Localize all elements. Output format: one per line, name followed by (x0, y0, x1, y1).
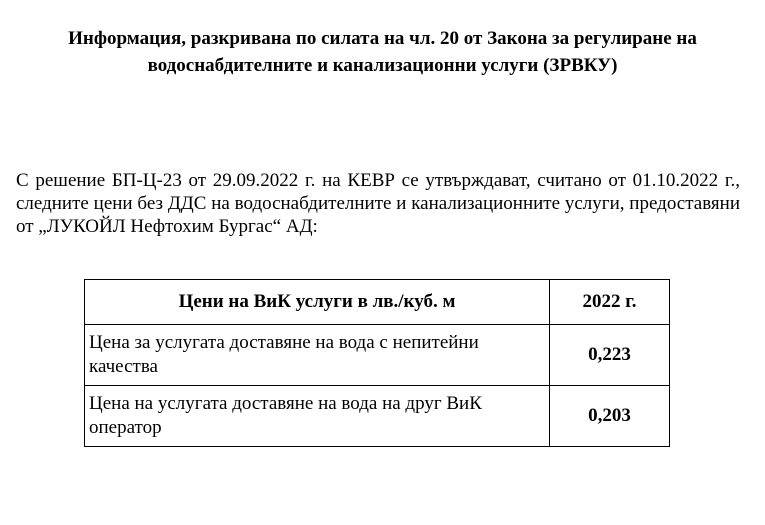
row-price-value: 0,223 (550, 325, 670, 386)
table-header-row (85, 280, 670, 325)
document-title (0, 25, 765, 79)
table-row (85, 325, 670, 386)
table-row (85, 386, 670, 447)
header-service: Цени на ВиК услуги в лв./куб. м (85, 280, 550, 325)
price-table (84, 279, 670, 447)
document-title-line-2: водоснабдителните и канализационни услуги (ЗРВКУ) (147, 55, 618, 76)
intro-paragraph: С решение БП-Ц-23 от 29.09.2022 г. на КЕВР се утвърждават, считано от 01.10.2022 г., следните цени без ДДС на водоснабдителните и канализационните услуги, предоставяни от „ЛУКОЙЛ Нефтохим Бургас“ АД: (16, 170, 740, 237)
document-title-line-1: Информация, разкривана по силата на чл. 20 от Закона за регулиране на (68, 28, 697, 49)
row-service-name: Цена за услугата доставяне на вода с непитейни качества (85, 325, 550, 386)
header-year: 2022 г. (550, 280, 670, 325)
row-service-name: Цена на услугата доставяне на вода на друг ВиК оператор (85, 386, 550, 447)
row-price-value: 0,203 (550, 386, 670, 447)
